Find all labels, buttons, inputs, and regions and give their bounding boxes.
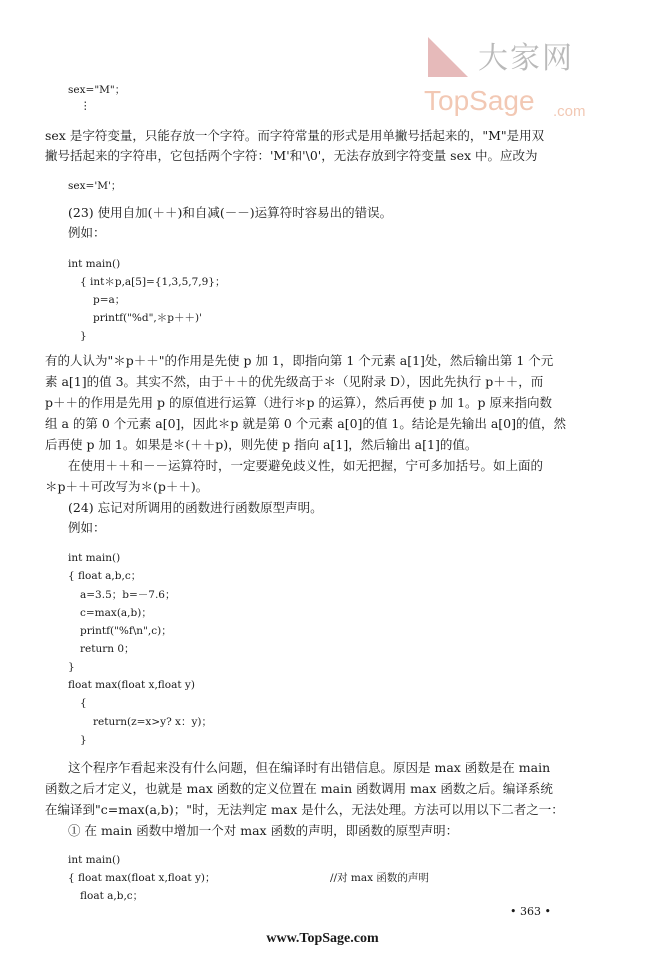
- text-line: 后再使 p 加 1。如果是＊(＋＋p)，则先使 p 指向 a[1]，然后输出 a[1]的值。: [45, 437, 478, 452]
- code-line: }: [80, 330, 87, 342]
- code-line: int main(): [68, 552, 121, 564]
- watermark-cn: 大家网: [478, 41, 574, 76]
- page-number: • 363 •: [510, 905, 551, 918]
- footer-url: www.TopSage.com: [266, 931, 379, 946]
- code-line: }: [80, 734, 87, 746]
- watermark-com: .com: [553, 103, 586, 120]
- text-line: (24) 忘记对所调用的函数进行函数原型声明。: [68, 500, 323, 515]
- text-line: 撇号括起来的字符串，它包括两个字符：'M'和'\0'，无法存放到字符变量 sex 中。应改为: [45, 148, 538, 163]
- code-line: int main(): [68, 258, 121, 270]
- code-line: a=3.5；b=－7.6；: [80, 589, 176, 601]
- code-line: { int＊p,a[5]={1,3,5,7,9}；: [80, 276, 226, 288]
- text-line: (23) 使用自加(＋＋)和自减(－－)运算符时容易出的错误。: [68, 205, 393, 220]
- text-line: sex 是字符变量，只能存放一个字符。而字符常量的形式是用单撇号括起来的，"M"是用双: [45, 128, 545, 143]
- text-line: 在编译到"c=max(a,b)；"时，无法判定 max 是什么，无法处理。方法可以用以下二者之一：: [45, 802, 564, 817]
- code-line: { float a,b,c；: [68, 570, 142, 582]
- text-line: 这个程序乍看起来没有什么问题，但在编译时有出错信息。原因是 max 函数是在 main: [68, 760, 551, 775]
- code-line: sex='M'；: [68, 180, 122, 192]
- text-line: ① 在 main 函数中增加一个对 max 函数的声明，即函数的原型声明：: [68, 823, 459, 838]
- text-line: 例如：: [68, 225, 106, 240]
- code-line: ⋮: [80, 100, 91, 112]
- text-line: 函数之后才定义，也就是 max 函数的定义位置在 main 函数调用 max 函数之后。编译系统: [45, 781, 553, 796]
- code-line: sex="M"；: [68, 84, 126, 96]
- code-line: c=max(a,b)；: [80, 607, 152, 619]
- code-line: p=a；: [93, 294, 126, 306]
- text-line: p＋＋的作用是先用 p 的原值进行运算（进行＊p 的运算），然后再使 p 加 1。p 原来指向数: [45, 395, 553, 410]
- code-line: }: [68, 661, 75, 673]
- text-line: 例如：: [68, 520, 106, 535]
- code-line: printf("%f\n",c)；: [80, 625, 172, 637]
- watermark-en: TopSage: [424, 85, 535, 116]
- code-line: printf("%d",＊p＋＋)': [93, 312, 202, 324]
- text-line: 素 a[1]的值 3。其实不然，由于＋＋的优先级高于＊（见附录 D），因此先执行 p＋＋，而: [45, 374, 544, 389]
- code-line: { float max(float x,float y)；: [68, 872, 216, 884]
- code-line: //对 max 函数的声明: [330, 872, 429, 884]
- code-line: float max(float x,float y): [68, 679, 195, 691]
- text-line: 在使用＋＋和－－运算符时，一定要避免歧义性，如无把握，宁可多加括号。如上面的: [68, 458, 544, 473]
- code-line: return(z=x>y? x：y)；: [93, 716, 212, 728]
- code-line: {: [80, 697, 87, 709]
- text-line: 有的人认为"＊p＋＋"的作用是先使 p 加 1，即指向第 1 个元素 a[1]处，然后输出第 1 个元: [45, 353, 554, 368]
- code-line: int main(): [68, 854, 121, 866]
- code-line: float a,b,c；: [80, 890, 144, 902]
- code-line: return 0；: [80, 643, 135, 655]
- text-line: ＊p＋＋可改写为＊(p＋＋)。: [45, 479, 209, 494]
- text-line: 组 a 的第 0 个元素 a[0]，因此＊p 就是第 0 个元素 a[0]的值 1。结论是先输出 a[0]的值，然: [45, 416, 566, 431]
